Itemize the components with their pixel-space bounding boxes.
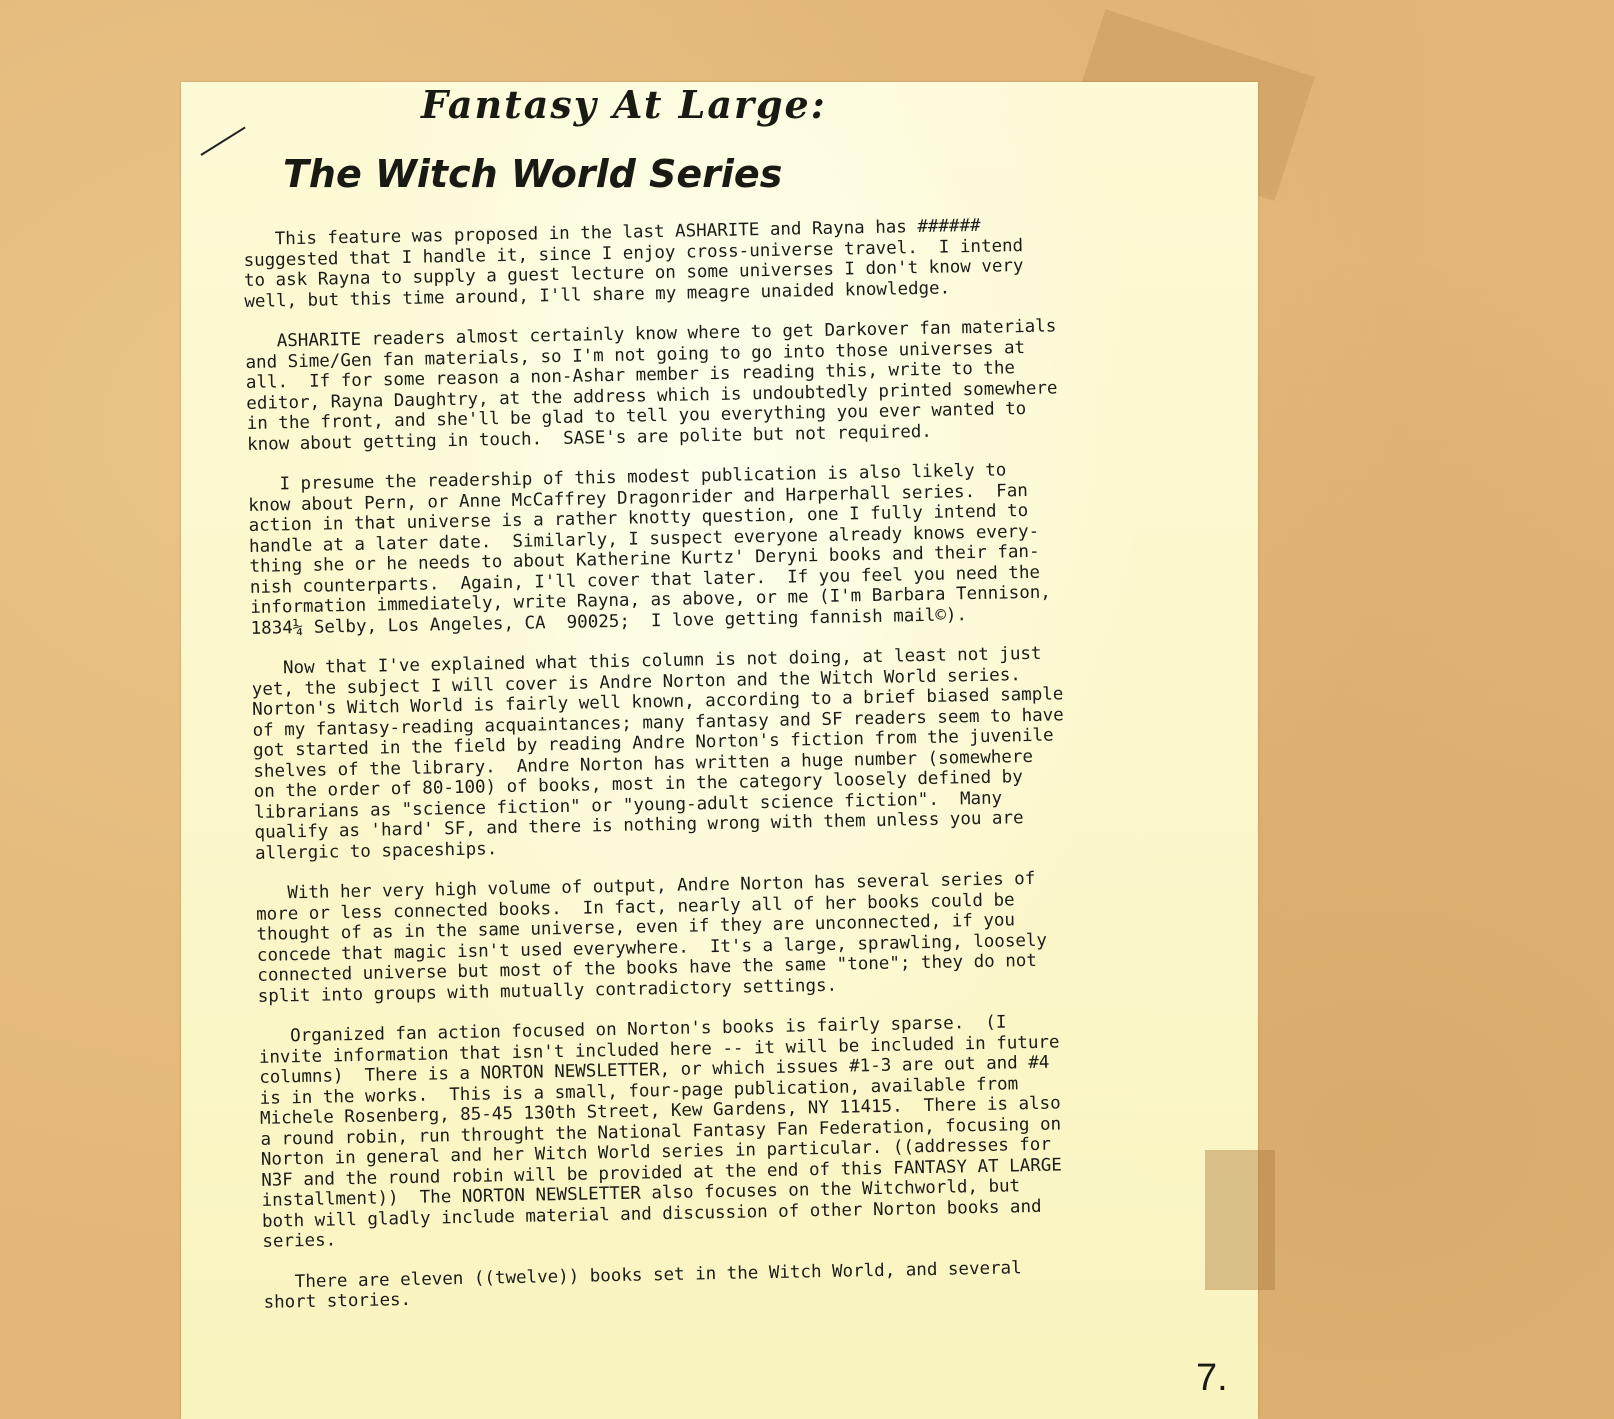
- paragraph-norton: Now that I've explained what this column is not doing, at least not just yet, the subject I will cover is Andre Norton and the Witch World series. Norton's Witch World is fairly well known, according to a brief biased sample of my fantasy-reading acquaintances; many fantasy and SF readers seem to have got started in the field by reading Andre Norton's fiction from the juvenile shelves of the library. Andre Norton has written a huge number (somewhere on the order of 80-100) of books, most in the category loosely defined by librarians as "science fiction" or "young-adult science fiction". Many qualify as 'hard' SF, and there is nothing wrong with them unless you are allergic to spaceships.: [251, 643, 1064, 864]
- paragraph-fan-action: Organized fan action focused on Norton's books is fairly sparse. (I invite information that isn't included here -- it will be included in future columns) There is a NORTON NEWSLETTER, or which issues #1-3 are out and #4 is in the works. This is a small, four-page publication, available from Michele Rosenberg, 85-45 130th Street, Kew Gardens, NY 11415. There is also a round robin, run throught the National Fantasy Fan Federation, focusing on Norton in general and her Witch World series in particular. ((addresses for N3F and the round robin will be provided at the end of this FANTASY AT LARGE installment)) The NORTON NEWSLETTER also focuses on the Witchworld, but both will gladly include material and discussion of other Norton books and series.: [258, 1012, 1063, 1252]
- paragraph-asharite: ASHARITE readers almost certainly know where to get Darkover fan materials and Sime/Gen fan materials, so I'm not going to go into those universes at all. If for some reason a non-Ashar member is reading this, write to the editor, Rayna Daughtry, at the address which is undoubtedly printed somewhere in the front, and she'll be glad to tell you everything you ever wanted to know about getting in touch. SASE's are polite but not required.: [244, 316, 1058, 455]
- paragraph-series: With her very high volume of output, Andre Norton has several series of more or less connected books. In fact, nearly all of her books could be thought of as in the same universe, even if they are unconnected, if you concede that magic isn't used everywhere. It's a large, sprawling, loosely connected universe but most of the books have the same "tone"; they do not split into groups with mutually contradictory settings.: [255, 868, 1048, 1007]
- tape-strip-bottom: [1205, 1150, 1275, 1290]
- header-subtitle: The Witch World Series: [283, 152, 783, 196]
- paragraph-books: There are eleven ((twelve)) books set in the Witch World, and several short stories.: [263, 1257, 1022, 1313]
- article-body: [243, 212, 1224, 1334]
- paragraph-pern: I presume the readership of this modest publication is also likely to know about Pern, or Anne McCaffrey Dragonrider and Harperhall series. Fan action in that universe is a rather knotty question, one I fully intend to handle at a later date. Similarly, I suspect everyone already knows every- thing she or he needs to about Katherine Kurtz' Deryni books and their fan- nish counterparts. Again, I'll cover that later. If you feel you need the information immediately, write Rayna, as above, or me (I'm Barbara Tennison, 1834¼ Selby, Los Angeles, CA 90025; I love getting fannish mail©).: [247, 460, 1052, 639]
- pen-mark: [200, 127, 245, 156]
- typed-page: [181, 82, 1258, 1419]
- header-title: Fantasy At Large:: [421, 82, 827, 127]
- paragraph-intro: This feature was proposed in the last ASHARITE and Rayna has ###### suggested that I handle it, since I enjoy cross-universe travel. I intend to ask Rayna to supply a guest lecture on some universes I don't know very well, but this time around, I'll share my meagre unaided knowledge.: [243, 215, 1024, 312]
- page-number: 7.: [1196, 1357, 1228, 1399]
